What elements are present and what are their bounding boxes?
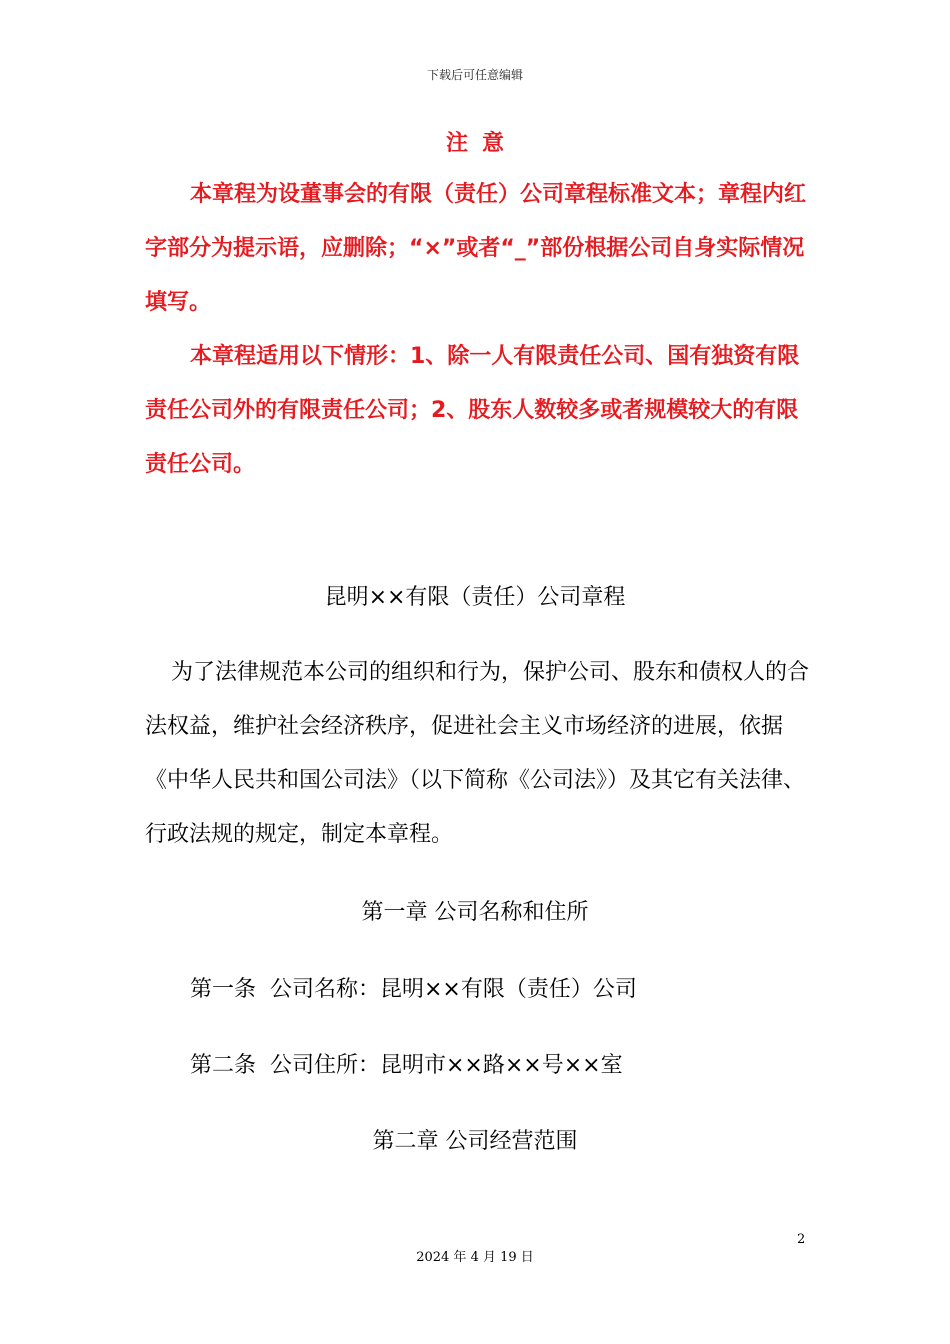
page-footer-date: 2024 年 4 月 19 日 [416, 1250, 534, 1265]
page-header: 下载后可任意编辑 [426, 68, 523, 82]
chapter-2-heading: 第二章 公司经营范围 [372, 1129, 578, 1154]
article-1: 第一条 公司名称：昆明××有限（责任）公司 [190, 977, 637, 1002]
document-title: 昆明××有限（责任）公司章程 [324, 585, 626, 610]
notice-paragraph-1: 本章程为设董事会的有限（责任）公司章程标准文本；章程内红字部分为提示语，应删除；“×”或者“_”部份根据公司自身实际情况填写。 [145, 182, 807, 315]
chapter-1-heading: 第一章 公司名称和住所 [361, 900, 589, 925]
preamble-paragraph: 为了法律规范本公司的组织和行为，保护公司、股东和债权人的合法权益，维护社会经济秩序，促进社会主义市场经济的进展，依据《中华人民共和国公司法》（以下简称《公司法》）及其它有关法律、行政法规的规定，制定本章程。 [145, 660, 810, 847]
page-number: 2 [797, 1232, 806, 1247]
article-2: 第二条 公司住所：昆明市××路××号××室 [190, 1053, 623, 1078]
notice-paragraph-2: 本章程适用以下情形：1、除一人有限责任公司、国有独资有限责任公司外的有限责任公司；2、股东人数较多或者规模较大的有限责任公司。 [145, 344, 800, 477]
notice-title: 注意 [445, 131, 518, 156]
